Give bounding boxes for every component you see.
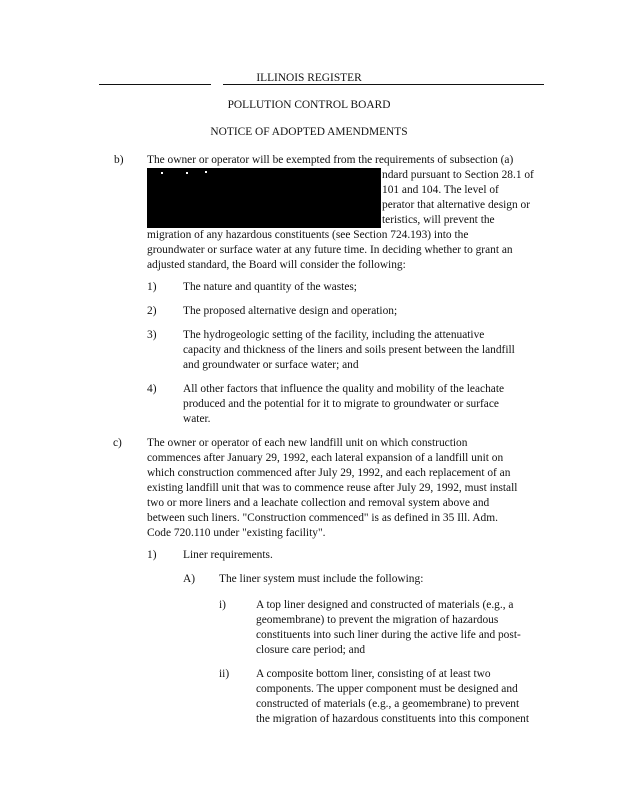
clause-line: the migration of hazardous constituents into this component (256, 713, 530, 725)
board-title: POLLUTION CONTROL BOARD (227, 99, 391, 111)
item-line: capacity and thickness of the liners and soils present between the landfill (183, 344, 515, 356)
clause-line: geomembrane) to prevent the migration of hazardous (256, 614, 499, 626)
subsection-heading: The liner system must include the following: (219, 573, 424, 585)
redaction-speck (205, 171, 207, 173)
subsection-marker: 1) (147, 549, 157, 561)
section-b-line: The owner or operator will be exempted from the requirements of subsection (a) (147, 154, 514, 166)
clause-line: closure care period; and (256, 644, 366, 656)
section-b-line: teristics, will prevent the (382, 214, 495, 226)
item-line: The proposed alternative design and operation; (183, 305, 398, 317)
redaction-block (147, 168, 381, 228)
section-c-line: commences after January 29, 1992, each lateral expansion of a landfill unit on (147, 452, 504, 464)
section-c-line: which construction commenced after July 29, 1992, and each replacement of an (147, 467, 511, 479)
clause-line: A composite bottom liner, consisting of at least two (256, 668, 491, 680)
section-b-marker: b) (114, 154, 124, 166)
subsection-heading: Liner requirements. (183, 549, 273, 561)
section-c-line: two or more liners and a leachate collection and removal system above and (147, 497, 490, 509)
section-c-line: existing landfill unit that was to commence reuse after July 29, 1992, must install (147, 482, 518, 494)
item-marker: 3) (147, 329, 157, 341)
item-line: The nature and quantity of the wastes; (183, 281, 357, 293)
clause-line: A top liner designed and constructed of materials (e.g., a (256, 599, 514, 611)
section-b-line: ndard pursuant to Section 28.1 of (382, 169, 534, 181)
item-line: water. (183, 413, 211, 425)
register-title: ILLINOIS REGISTER (256, 72, 362, 84)
item-line: The hydrogeologic setting of the facility, including the attenuative (183, 329, 485, 341)
subsection-marker: A) (183, 573, 196, 585)
item-marker: 2) (147, 305, 157, 317)
redaction-speck (161, 172, 163, 174)
item-marker: 1) (147, 281, 157, 293)
section-c-line: between such liners. "Construction commenced" is as defined in 35 Ill. Adm. (147, 512, 498, 524)
clause-marker: i) (219, 599, 226, 611)
item-marker: 4) (147, 383, 157, 395)
item-line: All other factors that influence the quality and mobility of the leachate (183, 383, 505, 395)
notice-title: NOTICE OF ADOPTED AMENDMENTS (210, 126, 408, 138)
item-line: produced and the potential for it to migrate to groundwater or surface (183, 398, 499, 410)
section-c-line: Code 720.110 under "existing facility". (147, 527, 326, 539)
clause-line: constructed of materials (e.g., a geomembrane) to prevent (256, 698, 520, 710)
clause-marker: ii) (219, 668, 230, 680)
section-b-line: groundwater or surface water at any future time. In deciding whether to grant an (147, 244, 513, 256)
section-b-line: 101 and 104. The level of (382, 184, 499, 196)
clause-line: constituents into such liner during the active life and post- (256, 629, 521, 641)
section-b-line: adjusted standard, the Board will consider the following: (147, 259, 406, 271)
section-b-line: perator that alternative design or (382, 199, 531, 211)
section-b-line: migration of any hazardous constituents (see Section 724.193) into the (147, 229, 469, 241)
section-c-line: The owner or operator of each new landfill unit on which construction (147, 437, 468, 449)
clause-line: components. The upper component must be designed and (256, 683, 518, 695)
redaction-speck (186, 172, 188, 174)
item-line: and groundwater or surface water; and (183, 359, 359, 371)
section-c-marker: c) (113, 437, 122, 449)
